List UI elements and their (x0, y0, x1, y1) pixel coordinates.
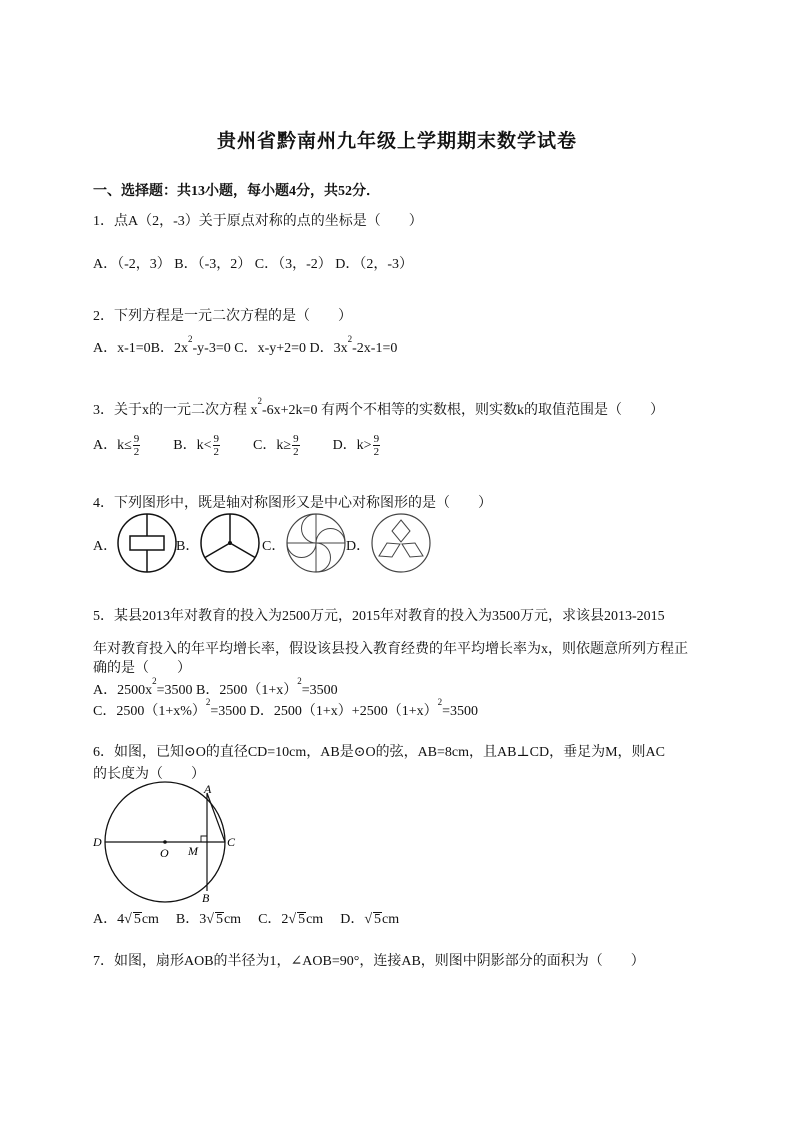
exponent: 2 (152, 676, 157, 686)
section-heading: 一、选择题：共13小题，每小题4分，共52分． (93, 184, 380, 199)
question-5-line-1: 5．某县2013年对教育的投入为2500万元，2015年对教育的投入为3500万元，求该县2013-2015 (93, 609, 665, 624)
fraction (292, 433, 300, 458)
q4-label-b: B． (176, 539, 200, 554)
q2-opt-d-tail: -2x-1=0 (352, 341, 398, 356)
segment-ac (207, 793, 225, 842)
radicand: 5 (374, 912, 382, 927)
q3-stem-a: 3．关于x的一元二次方程 x (93, 403, 258, 418)
figure-a-circle-rectangle (116, 512, 178, 574)
question-3-options (93, 433, 380, 458)
question-2-options (93, 334, 398, 357)
fraction (373, 433, 381, 458)
question-2-stem: 2．下列方程是一元二次方程的是（ ） (93, 309, 352, 324)
label-b: B (202, 891, 210, 905)
exponent: 2 (188, 334, 193, 344)
q3-stem-b: -6x+2k=0 有两个不相等的实数根，则实数k的取值范围是（ ） (262, 403, 664, 418)
page-title: 贵州省黔南州九年级上学期期末数学试卷 (216, 131, 577, 152)
label-o: O (160, 846, 169, 860)
q6-option-c: C．2√ 5cm (258, 912, 324, 927)
denominator: 2 (133, 446, 140, 458)
question-6-line-1: 6．如图，已知⊙O的直径CD=10cm，AB是⊙O的弦，AB=8cm，且AB⊥CD，垂足为M，则AC (93, 745, 665, 760)
q3-option-c (253, 433, 300, 458)
label-a: A (204, 782, 212, 796)
q4-label-a: A． (93, 539, 118, 554)
q5-opt-a-b: =3500 B．2500（1+x） (156, 683, 298, 698)
question-6-line-2: 的长度为（ ） (93, 767, 205, 782)
question-1-options: A．（-2，3） B．（-3，2） C．（3，-2） D．（2，-3） (93, 257, 414, 272)
label-d: D (93, 835, 102, 849)
radicand: 5 (298, 912, 306, 927)
denominator: 2 (373, 446, 380, 458)
radicand: 5 (215, 912, 223, 927)
fraction (133, 433, 141, 458)
question-7-stem: 7．如图，扇形AOB的半径为1，∠AOB=90°，连接AB，则图中阴影部分的面积为（ ） (93, 954, 645, 969)
option-label: D． (340, 912, 365, 927)
question-1-stem: 1．点A（2，-3）关于原点对称的点的坐标是（ ） (93, 214, 423, 229)
q6-option-a: A．4√ 5cm (93, 912, 159, 927)
q4-label-c: C． (262, 539, 286, 554)
denominator: 2 (213, 446, 220, 458)
numerator: 9 (293, 433, 299, 445)
exponent: 2 (205, 697, 211, 707)
figure-d-three-diamonds (370, 512, 432, 574)
q3-option-a (93, 433, 140, 458)
option-label: B．3 (175, 912, 207, 927)
unit: cm (141, 912, 159, 927)
question-6-options (93, 908, 399, 928)
radicand: 5 (133, 912, 141, 927)
label-m: M (188, 844, 198, 858)
question-6-circle-figure (90, 780, 250, 905)
unit: cm (223, 912, 242, 927)
q2-opt-a-b: A．x-1=0B．2x (93, 341, 189, 356)
q3-option-b (173, 433, 220, 458)
unit: cm (382, 912, 400, 927)
question-4-stem: 4．下列图形中，既是轴对称图形又是中心对称图形的是（ ） (93, 496, 492, 511)
right-angle-mark (201, 836, 207, 842)
option-label: A．4 (93, 912, 125, 927)
unit: cm (306, 912, 324, 927)
option-label: C．k≥ (253, 437, 292, 453)
numerator: 9 (373, 433, 380, 445)
numerator: 9 (213, 433, 220, 445)
q5-opt-b-tail: =3500 (301, 683, 338, 698)
q2-opt-b-c-d: -y-3=0 C．x-y+2=0 D．3x (192, 341, 348, 356)
q5-opt-d-tail: =3500 (442, 704, 479, 719)
exponent: 2 (347, 334, 353, 344)
option-label: A．k≤ (93, 437, 132, 453)
center-point (163, 840, 167, 844)
question-5-options-cd (93, 697, 479, 720)
label-c: C (227, 835, 236, 849)
figure-b-circle-three-radii (199, 512, 261, 574)
q5-opt-a: A．2500x (93, 683, 153, 698)
exponent: 2 (257, 396, 262, 406)
option-label: B．k< (173, 437, 212, 453)
numerator: 9 (133, 433, 140, 445)
fraction (213, 433, 221, 458)
question-5-line-3: 确的是（ ） (93, 661, 191, 676)
q5-opt-c: C．2500（1+x%） (93, 704, 206, 719)
q4-label-d: D． (346, 539, 371, 554)
exponent: 2 (437, 697, 443, 707)
question-5-options-ab (93, 676, 338, 699)
q6-option-d: D．√ 5cm (340, 912, 400, 927)
denominator: 2 (293, 446, 299, 458)
option-label: D．k> (332, 437, 372, 453)
option-label: C．2 (258, 912, 289, 927)
question-5-line-2: 年对教育投入的年平均增长率，假设该县投入教育经费的年平均增长率为x，则依题意所列方程正 (93, 642, 688, 657)
q6-option-b: B．3√ 5cm (175, 912, 242, 927)
figure-c-pinwheel (285, 512, 347, 574)
exponent: 2 (297, 676, 302, 686)
q5-opt-c-d: =3500 D．2500（1+x）+2500（1+x） (210, 704, 438, 719)
q3-option-d (332, 433, 381, 458)
question-3-stem (93, 396, 664, 419)
